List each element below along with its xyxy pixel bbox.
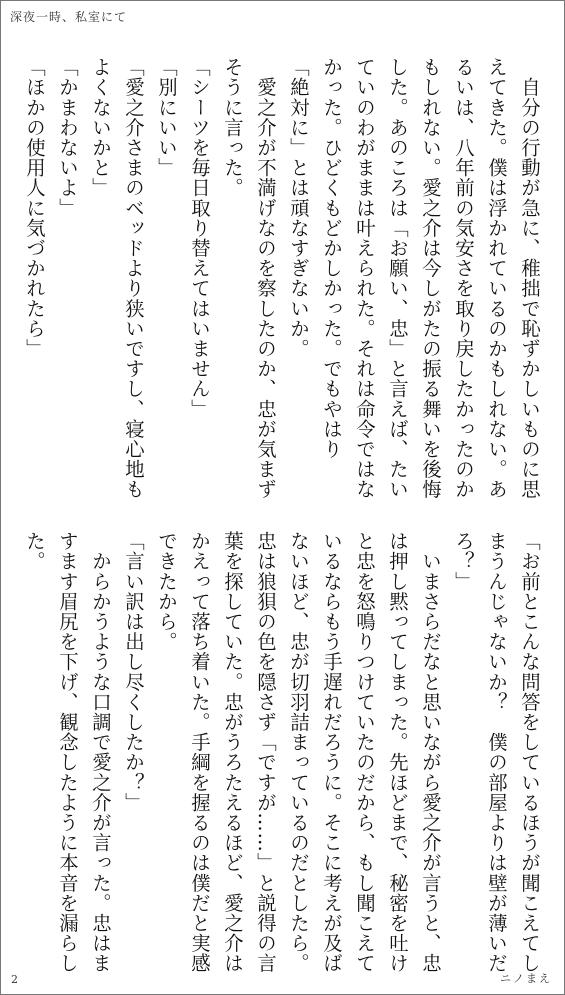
text-block-lower: 「お前とこんな問答をしているほうが聞こえてし まうんじゃないか？ 僕の部屋よりは壁が薄いだ ろ？」 いまさらだなと思いながら愛之介が言うと、忠 は押し黙ってしまった。先ほどまで、秘密を吐け と忠を怒鳴りつけていたのだから、もし聞こえて いるならもう手遅れだろうに。そこに考えが及ば ないほど、忠が切羽詰まっているのだとしたら。 忠は狼狽の色を隠さず「ですが……」と説得の言 葉を探していた。忠がうろたえるほど、愛之介は かえって落ち着いた。手綱を握るのは僕だと実感 できたから。 「言い訳は出し尽くしたか？」 からかうような口調で愛之介が言った。忠はま すます眉尻を下げ、観念したように本音を漏らし た。 [23,531,541,974]
chapter-title: 深夜一時、私室にて [10,10,128,24]
page-number: 2 [11,973,18,986]
book-title: ニノまえ [500,972,552,985]
text-block-upper: 自分の行動が急に、稚拙で恥ずかしいものに思 えてきた。僕は浮かれているのかもしれない。あ るいは、八年前の気安さを取り戻したかったのか もしれない。愛之介は今しがたの振る舞いを後悔 した。あのころは「お願い、忠」と言えば、たい ていのわがままは叶えられた。それは命令ではな かった。ひどくもどかしかった。でもやはり 「絶対に」とは頑なすぎないか。 愛之介が不満げなのを察したのか、忠が気まず そうに言った。 「シーツを毎日取り替えてはいません」 「別にいい」 「愛之介さまのベッドより狭いですし、寝心地も よくないかと」 「かまわないよ」 「ほかの使用人に気づかれたら」 [23,57,541,500]
